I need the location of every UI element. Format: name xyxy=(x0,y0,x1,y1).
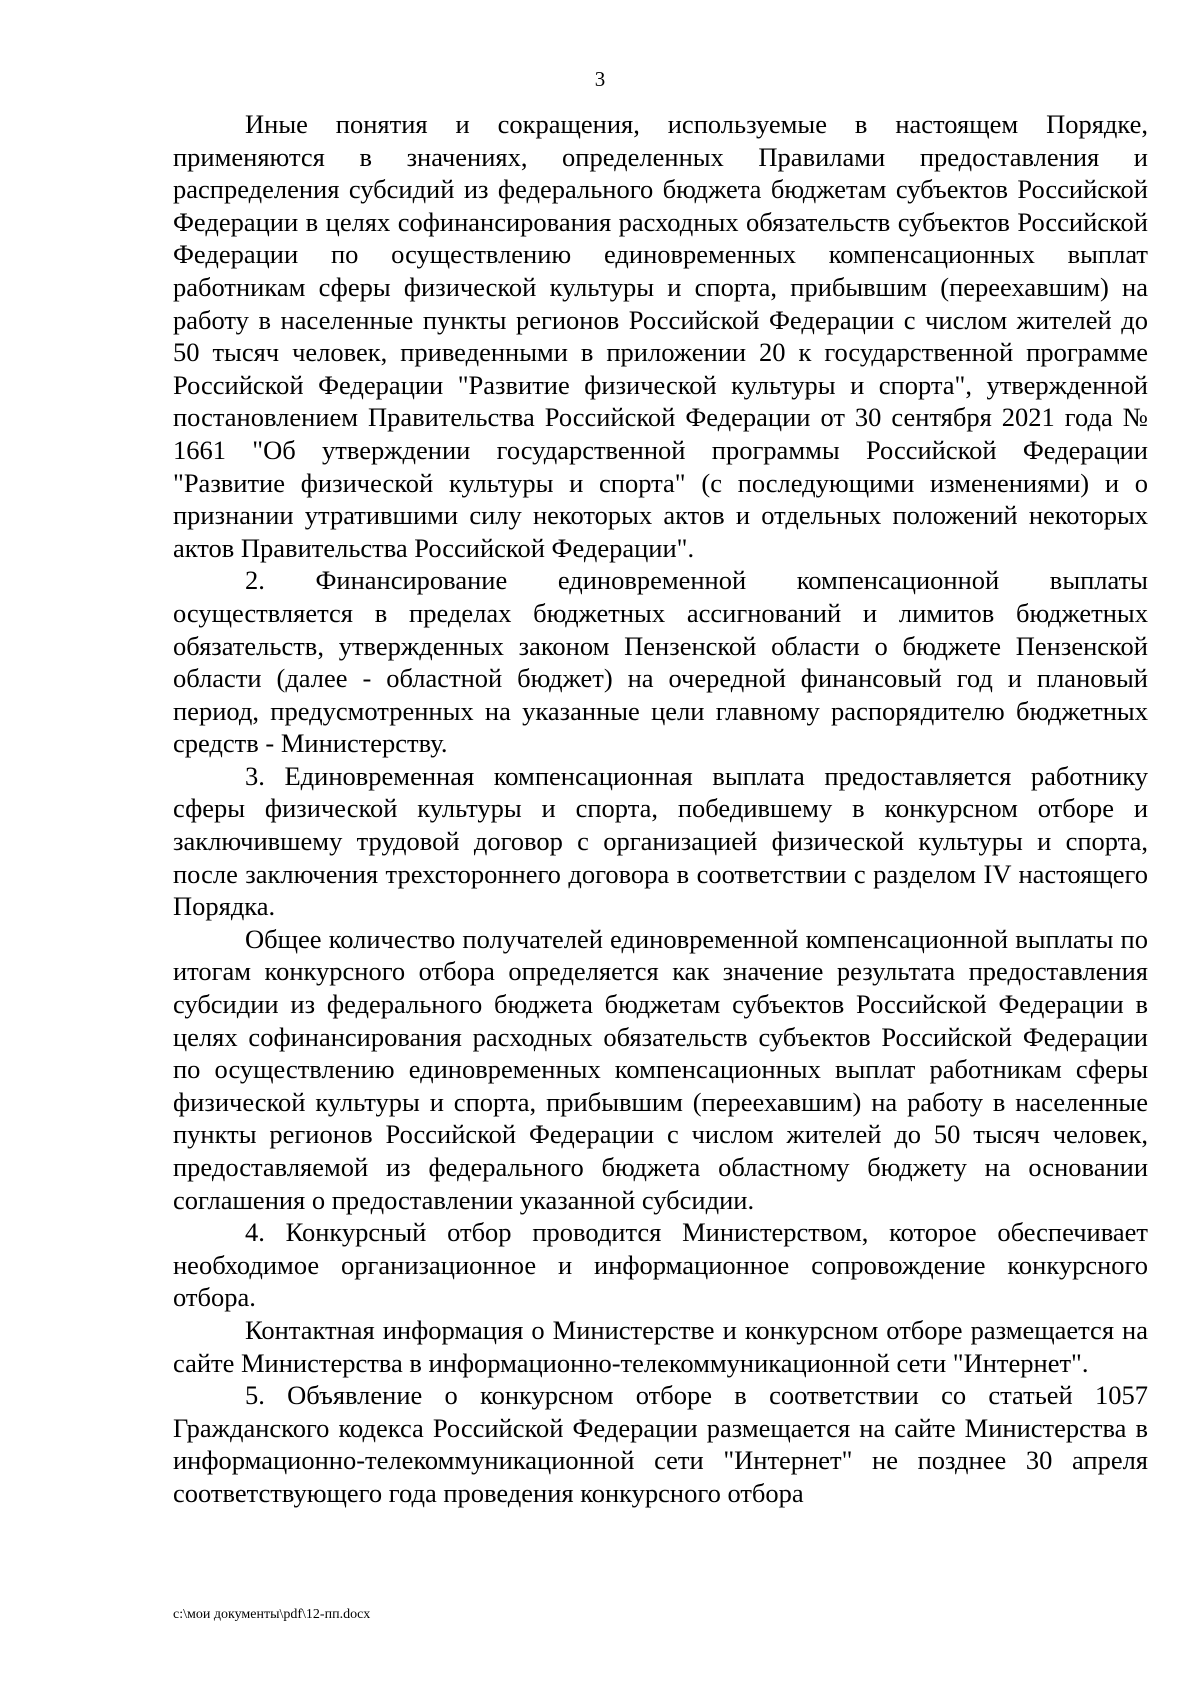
footer-file-path: c:\мои документы\pdf\12-пп.docx xyxy=(173,1607,371,1622)
document-body xyxy=(173,108,1148,1510)
paragraph-item-3-payment: 3. Единовременная компенсационная выплата предоставляется работнику сферы физической культуры и спорта, победившему в конкурсном отборе и заключившему трудовой договор с организацией физической культуры и спорта, после заключения трехстороннего договора в соответствии с разделом IV настоящего Порядка. xyxy=(173,760,1148,922)
paragraph-item-4-selection: 4. Конкурсный отбор проводится Министерством, которое обеспечивает необходимое организационное и информационное сопровождение конкурсного отбора. xyxy=(173,1217,1148,1313)
paragraph-item-2-financing: 2. Финансирование единовременной компенсационной выплаты осуществляется в пределах бюджетных ассигнований и лимитов бюджетных обязательств, утвержденных законом Пензенской области о бюджете Пензенской области (далее - областной бюджет) на очередной финансовый год и плановый период, предусмотренных на указанные цели главному распорядителю бюджетных средств - Министерству. xyxy=(173,565,1148,759)
page-number: 3 xyxy=(594,67,606,91)
paragraph-recipients-count: Общее количество получателей единовременной компенсационной выплаты по итогам конкурсного отбора определяется как значение результата предоставления субсидии из федерального бюджета бюджетам субъектов Российской Федерации в целях софинансирования расходных обязательств субъектов Российской Федерации по осуществлению единовременных компенсационных выплат работникам сферы физической культуры и спорта, прибывшим (переехавшим) на работу в населенные пункты регионов Российской Федерации с числом жителей до 50 тысяч человек, предоставляемой из федерального бюджета областному бюджету на основании соглашения о предоставлении указанной субсидии. xyxy=(173,923,1148,1215)
paragraph-definitions: Иные понятия и сокращения, используемые в настоящем Порядке, применяются в значениях, определенных Правилами предоставления и распределения субсидий из федерального бюджета бюджетам субъектов Российской Федерации в целях софинансирования расходных обязательств субъектов Российской Федерации по осуществлению единовременных компенсационных выплат работникам сферы физической культуры и спорта, прибывшим (переехавшим) на работу в населенные пункты регионов Российской Федерации с числом жителей до 50 тысяч человек, приведенными в приложении 20 к государственной программе Российской Федерации "Развитие физической культуры и спорта", утвержденной постановлением Правительства Российской Федерации от 30 сентября 2021 года № 1661 "Об утверждении государственной программы Российской Федерации "Развитие физической культуры и спорта" (с последующими изменениями) и о признании утратившими силу некоторых актов и отдельных положений некоторых актов Правительства Российской Федерации". xyxy=(173,109,1148,563)
paragraph-item-5-announcement: 5. Объявление о конкурсном отборе в соответствии со статьей 1057 Гражданского кодекса Российской Федерации размещается на сайте Министерства в информационно-телекоммуникационной сети "Интернет" не позднее 30 апреля соответствующего года проведения конкурсного отбора xyxy=(173,1380,1148,1508)
paragraph-contact-info: Контактная информация о Министерстве и конкурсном отборе размещается на сайте Министерства в информационно-телекоммуникационной сети "Интернет". xyxy=(173,1314,1148,1378)
